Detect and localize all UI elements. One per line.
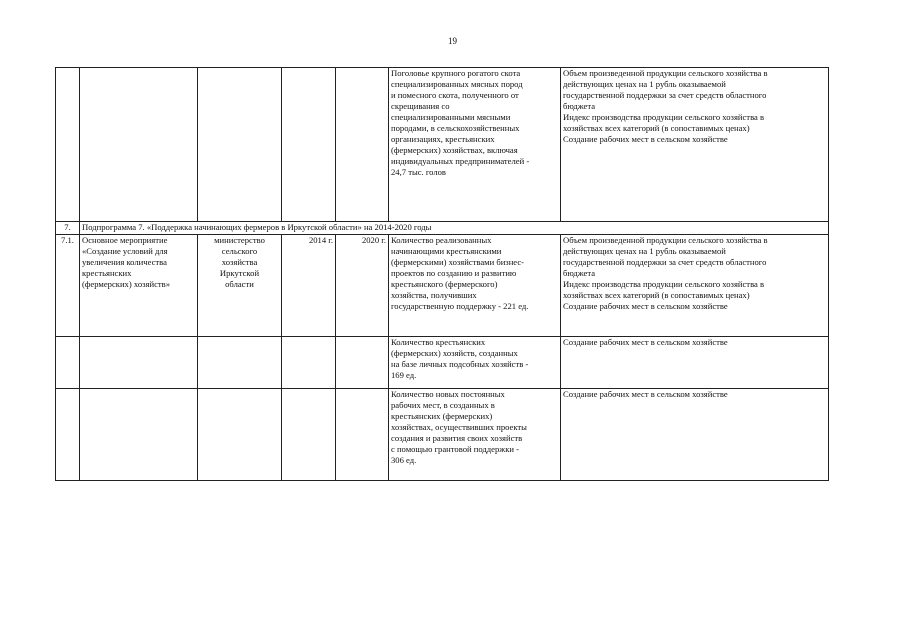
cell-start (282, 389, 336, 481)
cell-executor: министерство сельского хозяйства Иркутской области (198, 235, 282, 337)
program-table (55, 67, 829, 481)
cell-measure-num: 7.1. (56, 235, 80, 337)
cell-results: Объем произведенной продукции сельского хозяйства в действующих ценах на 1 рубль оказываемой государственной поддержки за счет средств областного бюджета Индекс производства продукции сельского хозяйства в хозяйствах всех категорий (в сопоставимых ценах) Создание рабочих мест в сельском хозяйстве (561, 235, 829, 337)
cell-indicator: Количество крестьянских (фермерских) хозяйств, созданных на базе личных подсобных хозяйств - 169 ед. (389, 337, 561, 389)
cell-measure (80, 389, 198, 481)
cell-results: Создание рабочих мест в сельском хозяйстве (561, 337, 829, 389)
table-row-sub2 (56, 389, 829, 481)
cell-program-num: 7. (56, 222, 80, 235)
cell-num (56, 68, 80, 222)
cell-end (336, 389, 389, 481)
cell-executor (198, 337, 282, 389)
table-row-sub1 (56, 337, 829, 389)
cell-results: Создание рабочих мест в сельском хозяйстве (561, 389, 829, 481)
cell-indicator: Количество реализованных начинающими крестьянскими (фермерскими) хозяйствами бизнес- проектов по созданию и развитию крестьянского (фермерского) хозяйства, получивших государственную поддержку - 221 ед. (389, 235, 561, 337)
cell-executor (198, 68, 282, 222)
cell-start (282, 68, 336, 222)
cell-measure-name: Основное мероприятие «Создание условий для увеличения количества крестьянских (фермерских) хозяйств» (80, 235, 198, 337)
cell-measure (80, 337, 198, 389)
cell-start-year: 2014 г. (282, 235, 336, 337)
cell-start (282, 337, 336, 389)
cell-end-year: 2020 г. (336, 235, 389, 337)
cell-measure (80, 68, 198, 222)
cell-executor (198, 389, 282, 481)
cell-indicator: Количество новых постоянных рабочих мест, в созданных в крестьянских (фермерских) хозяйствах, осуществивших проекты создания и развития своих хозяйств с помощью грантовой поддержки - 306 ед. (389, 389, 561, 481)
table-row-program (56, 222, 829, 235)
cell-end (336, 337, 389, 389)
cell-indicator: Поголовье крупного рогатого скота специализированных мясных пород и помесного скота, полученного от скрещивания со специализированными мясными породами, в сельскохозяйственных организациях, крестьянских (фермерских) хозяйствах, включая индивидуальных предпринимателей - 24,7 тыс. голов (389, 68, 561, 222)
table-row-continuation (56, 68, 829, 222)
table-row-measure (56, 235, 829, 337)
cell-end (336, 68, 389, 222)
cell-num (56, 337, 80, 389)
cell-num (56, 389, 80, 481)
page-number: 19 (448, 36, 457, 46)
cell-results: Объем произведенной продукции сельского хозяйства в действующих ценах на 1 рубль оказываемой государственной поддержки за счет средств областного бюджета Индекс производства продукции сельского хозяйства в хозяйствах всех категорий (в сопоставимых ценах) Создание рабочих мест в сельском хозяйстве (561, 68, 829, 222)
cell-program-title: Подпрограмма 7. «Поддержка начинающих фермеров в Иркутской области» на 2014-2020 годы (80, 222, 829, 235)
